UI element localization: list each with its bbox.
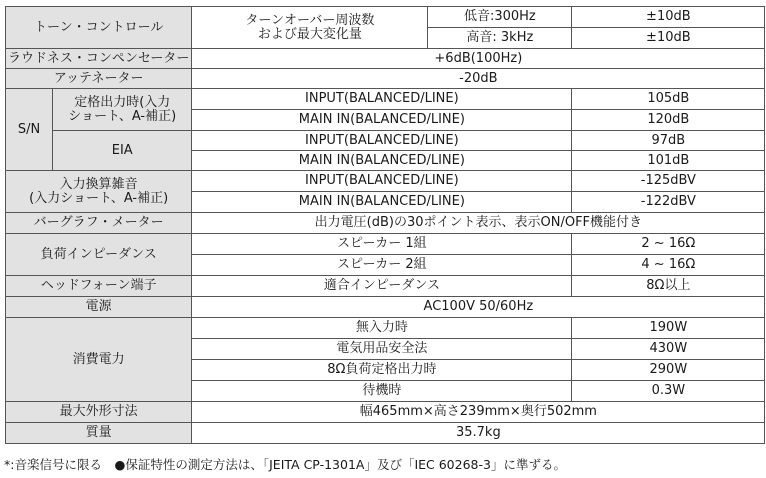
bargraph-value: 出力電圧(dB)の30ポイント表示、表示ON/OFF機能付き [192, 213, 765, 234]
noise-input: MAIN IN(BALANCED/LINE) [192, 192, 572, 213]
power-row [6, 297, 765, 318]
bargraph-row [6, 213, 765, 234]
turnover-frequency-label [192, 7, 428, 49]
weight-row [6, 423, 765, 444]
consumption-value: 430W [572, 339, 765, 360]
sn-rated-row-1 [6, 89, 765, 110]
consumption-value: 190W [572, 318, 765, 339]
sn-value: 120dB [572, 110, 765, 131]
turnover-line-2: および最大変化量 [257, 26, 362, 42]
consumption-row-1 [6, 318, 765, 339]
consumption-condition: 待機時 [192, 381, 572, 402]
bass-range-value: ±10dB [572, 7, 765, 28]
weight-label: 質量 [6, 423, 192, 444]
sn-value: 97dB [572, 131, 765, 151]
treble-frequency: 高音: 3kHz [428, 28, 572, 49]
turnover-line-1: ターンオーバー周波数 [245, 12, 375, 28]
sn-input: INPUT(BALANCED/LINE) [192, 131, 572, 151]
tone-row [6, 7, 765, 28]
bass-frequency: 低音:300Hz [428, 7, 572, 28]
impedance-condition: スピーカー 2組 [192, 255, 572, 276]
headphone-row [6, 276, 765, 297]
power-label: 電源 [6, 297, 192, 318]
attenuator-value: -20dB [192, 69, 765, 89]
footnote: *:音楽信号に限る ●保証特性の測定方法は、「JEITA CP-1301A」及び「IEC 60268-3」に準ずる。 [4, 457, 566, 472]
consumption-condition: 電気用品安全法 [192, 339, 572, 360]
sn-value: 105dB [572, 89, 765, 110]
sn-input: INPUT(BALANCED/LINE) [192, 89, 572, 110]
dimensions-label: 最大外形寸法 [6, 402, 192, 423]
power-value: AC100V 50/60Hz [192, 297, 765, 318]
bargraph-label: バーグラフ・メーター [6, 213, 192, 234]
impedance-condition: スピーカー 1組 [192, 234, 572, 255]
sn-rated-label [53, 89, 192, 131]
noise-input: INPUT(BALANCED/LINE) [192, 171, 572, 192]
headphone-value: 8Ω以上 [572, 276, 765, 297]
weight-value: 35.7kg [192, 423, 765, 444]
headphone-label: ヘッドフォーン端子 [6, 276, 192, 297]
sn-label: S/N [6, 89, 53, 171]
spec-table [5, 6, 765, 444]
consumption-value: 0.3W [572, 381, 765, 402]
attenuator-label: アッテネーター [6, 69, 192, 89]
sn-value: 101dB [572, 151, 765, 171]
dimensions-row [6, 402, 765, 423]
noise-value: -122dBV [572, 192, 765, 213]
loudness-row [6, 49, 765, 69]
headphone-condition: 適合インピーダンス [192, 276, 572, 297]
sn-eia-row-1 [6, 131, 765, 151]
impedance-label: 負荷インピーダンス [6, 234, 192, 276]
sn-rated-line-1: 定格出力時(入力 [74, 94, 171, 110]
impedance-row-1 [6, 234, 765, 255]
loudness-value: +6dB(100Hz) [192, 49, 765, 69]
tone-control-label: トーン・コントロール [6, 7, 192, 49]
consumption-label: 消費電力 [6, 318, 192, 402]
noise-row-1 [6, 171, 765, 192]
sn-rated-line-2: ショート、A-補正) [68, 108, 177, 124]
sn-input: MAIN IN(BALANCED/LINE) [192, 110, 572, 131]
dimensions-value: 幅465mm×高さ239mm×奥行502mm [192, 402, 765, 423]
impedance-value: 4 ~ 16Ω [572, 255, 765, 276]
input-noise-label [6, 171, 192, 213]
sn-input: MAIN IN(BALANCED/LINE) [192, 151, 572, 171]
input-noise-line-2: (入力ショート、A-補正) [29, 190, 169, 206]
impedance-value: 2 ~ 16Ω [572, 234, 765, 255]
attenuator-row [6, 69, 765, 89]
sn-eia-label: EIA [53, 131, 192, 171]
loudness-label: ラウドネス・コンペンセーター [6, 49, 192, 69]
consumption-value: 290W [572, 360, 765, 381]
noise-value: -125dBV [572, 171, 765, 192]
input-noise-line-1: 入力換算雑音 [59, 176, 138, 192]
treble-range-value: ±10dB [572, 28, 765, 49]
consumption-condition: 無入力時 [192, 318, 572, 339]
consumption-condition: 8Ω負荷定格出力時 [192, 360, 572, 381]
